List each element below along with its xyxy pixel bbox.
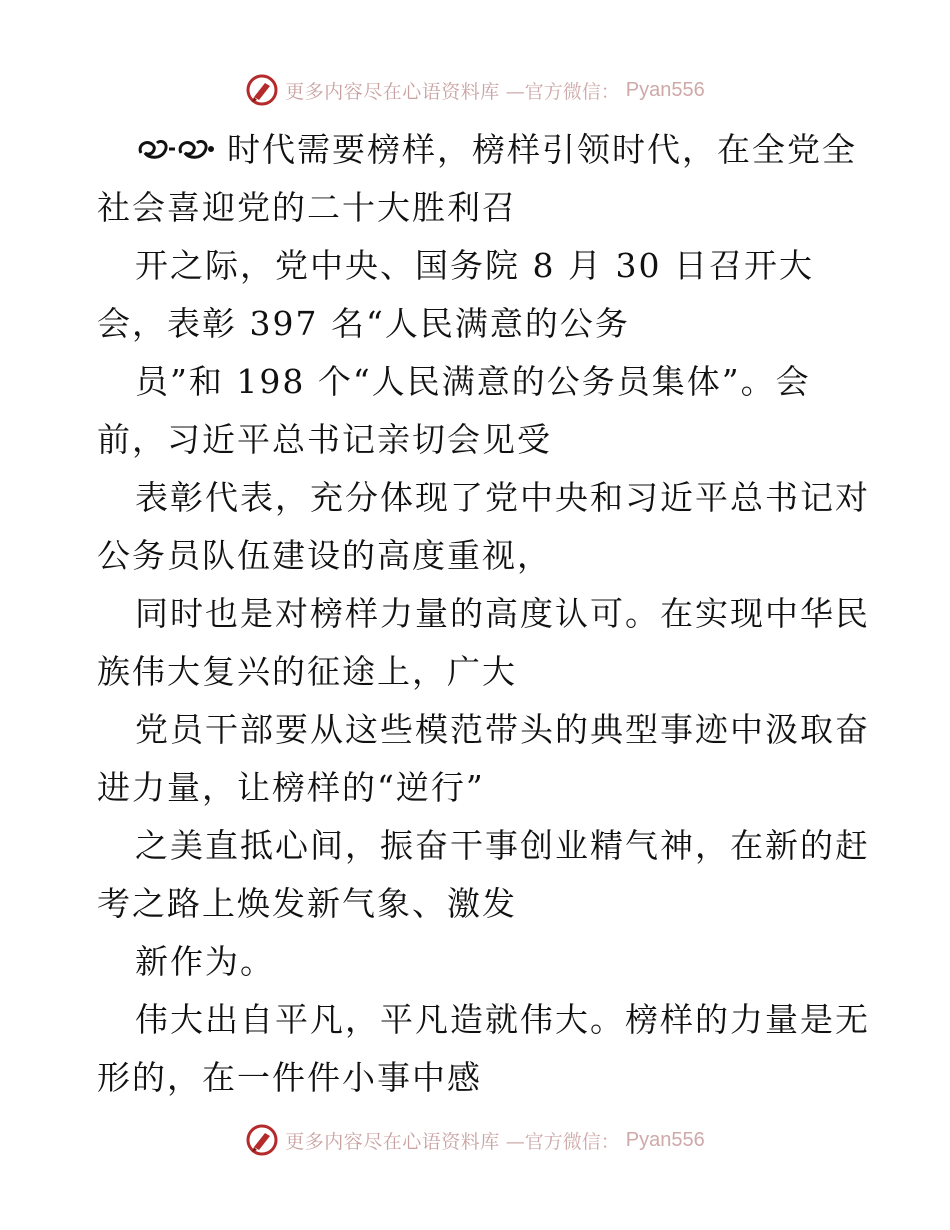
body-line-12: 进力量，让榜样的“逆行” [97, 768, 485, 807]
body-line-11: 党员干部要从这些模范带头的典型事迹中汲取奋 [135, 710, 870, 749]
body-line-13: 之美直抵心间，振奋干事创业精气神，在新的赶 [135, 826, 870, 865]
header-wechat-id: Pyan556 [625, 78, 705, 101]
body-line-17: 形的，在一件件小事中感 [97, 1058, 482, 1097]
footer-official-text: —官方微信： [505, 1130, 620, 1153]
body-line-1 [135, 130, 857, 172]
body-line-6: 前，习近平总书记亲切会见受 [97, 420, 552, 459]
body-line-9: 同时也是对榜样力量的高度认可。在实现中华民 [135, 594, 870, 633]
body-line-2: 社会喜迎党的二十大胜利召 [97, 188, 517, 227]
floral-ornament-icon [135, 132, 219, 172]
body-line-15: 新作为。 [135, 942, 275, 981]
header-banner [0, 70, 950, 110]
body-line-4: 会，表彰 397 名“人民满意的公务 [97, 304, 630, 343]
body-line-5: 员”和 198 个“人民满意的公务员集体”。会 [135, 362, 811, 401]
header-site-text: 更多内容尽在心语资料库 [285, 80, 500, 103]
body-line-text: 时代需要榜样，榜样引领时代，在全党全 [227, 130, 857, 169]
body-line-3: 开之际，党中央、国务院 8 月 30 日召开大 [135, 246, 814, 285]
footer-site-text: 更多内容尽在心语资料库 [285, 1130, 500, 1153]
pen-logo-icon [245, 73, 279, 107]
footer-banner [0, 1120, 950, 1160]
body-line-10: 族伟大复兴的征途上，广大 [97, 652, 517, 691]
body-line-16: 伟大出自平凡，平凡造就伟大。榜样的力量是无 [135, 1000, 870, 1039]
body-line-8: 公务员队伍建设的高度重视， [97, 536, 552, 575]
body-line-7: 表彰代表，充分体现了党中央和习近平总书记对 [135, 478, 870, 517]
body-line-14: 考之路上焕发新气象、激发 [97, 884, 517, 923]
footer-wechat-id: Pyan556 [625, 1128, 705, 1151]
header-official-text: —官方微信： [505, 80, 620, 103]
pen-logo-icon [245, 1123, 279, 1157]
